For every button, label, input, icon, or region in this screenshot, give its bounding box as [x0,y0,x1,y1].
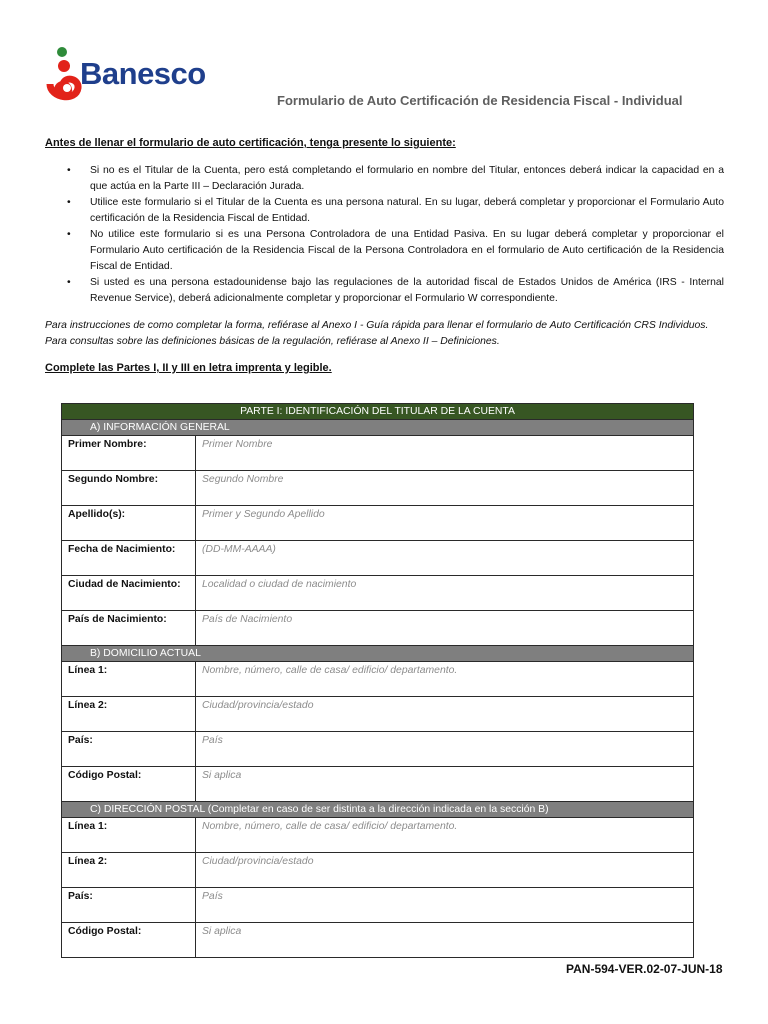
field-row [62,436,694,471]
banesco-logo-icon [46,44,82,108]
field-input[interactable]: Segundo Nombre [196,471,694,506]
bullet-icon: • [67,229,71,240]
field-input[interactable]: Si aplica [196,923,694,958]
instruction-text: Utilice este formulario si el Titular de la Cuenta es una persona natural. En su lugar, deberá completar y proporcionar el Formulario Auto certificación de la Residencia Fiscal de Entidad. [90,197,724,224]
field-label: Código Postal: [62,923,196,958]
section-title: B) DOMICILIO ACTUAL [62,646,694,662]
field-input[interactable]: Nombre, número, calle de casa/ edificio/ departamento. [196,818,694,853]
part-header-row [62,404,694,420]
identification-form [61,403,694,958]
instruction-item [61,275,724,307]
field-row [62,818,694,853]
field-label: Apellido(s): [62,506,196,541]
instruction-text: Si usted es una persona estadounidense bajo las regulaciones de la autoridad fiscal de Estados Unidos de América (IRS - Internal Revenue Service), deberá adicionalmente completar y proporcionar el Formulario W correspondiente. [90,277,724,304]
section-title: A) INFORMACIÓN GENERAL [62,420,694,436]
field-row [62,697,694,732]
complete-heading: Complete las Partes I, II y III en letra imprenta y legible. [45,362,332,374]
field-input[interactable]: País de Nacimiento [196,611,694,646]
field-label: Fecha de Nacimiento: [62,541,196,576]
field-label: País: [62,732,196,767]
bullet-icon: • [67,277,71,288]
instruction-text: Si no es el Titular de la Cuenta, pero está completando el formulario en nombre del Titular, entonces deberá indicar la capacidad en a que actúa en la Parte III – Declaración Jurada. [90,165,724,192]
field-label: Línea 2: [62,697,196,732]
logo-wordmark: Banesco [80,56,206,91]
field-row [62,662,694,697]
field-row [62,888,694,923]
field-input[interactable]: Primer Nombre [196,436,694,471]
intro-heading: Antes de llenar el formulario de auto certificación, tenga presente lo siguiente: [45,137,456,149]
field-row [62,853,694,888]
instructions-note: Para instrucciones de como completar la forma, refiérase al Anexo I - Guía rápida para llenar el formulario de Auto Certificación CRS Individuos. Para consultas sobre las definiciones básicas de la regulación, refiérase al Anexo II – Definiciones. [45,320,709,347]
part-title: PARTE I: IDENTIFICACIÓN DEL TITULAR DE LA CUENTA [62,404,694,420]
field-label: Línea 1: [62,662,196,697]
form-title: Formulario de Auto Certificación de Residencia Fiscal - Individual [277,93,683,108]
field-row [62,923,694,958]
field-row [62,471,694,506]
field-row [62,611,694,646]
bullet-icon: • [67,197,71,208]
document-code: PAN-594-VER.02-07-JUN-18 [566,962,723,976]
field-label: Ciudad de Nacimiento: [62,576,196,611]
section-title: C) DIRECCIÓN POSTAL (Completar en caso de ser distinta a la dirección indicada en la sección B) [62,802,694,818]
instruction-list [61,163,724,307]
banesco-logo [46,44,216,108]
field-input[interactable]: País [196,732,694,767]
field-input[interactable]: Ciudad/provincia/estado [196,853,694,888]
field-label: País de Nacimiento: [62,611,196,646]
field-label: Primer Nombre: [62,436,196,471]
field-row [62,576,694,611]
field-input[interactable]: Primer y Segundo Apellido [196,506,694,541]
field-label: Línea 1: [62,818,196,853]
field-row [62,541,694,576]
field-row [62,732,694,767]
field-row [62,767,694,802]
field-label: Segundo Nombre: [62,471,196,506]
field-label: Línea 2: [62,853,196,888]
field-row [62,506,694,541]
field-label: País: [62,888,196,923]
field-input[interactable]: Si aplica [196,767,694,802]
field-input[interactable]: País [196,888,694,923]
instruction-item [61,195,724,227]
field-input[interactable]: Ciudad/provincia/estado [196,697,694,732]
section-header-row [62,646,694,662]
field-input[interactable]: (DD-MM-AAAA) [196,541,694,576]
field-input[interactable]: Localidad o ciudad de nacimiento [196,576,694,611]
instruction-item [61,227,724,275]
instruction-item [61,163,724,195]
field-label: Código Postal: [62,767,196,802]
bullet-icon: • [67,165,71,176]
field-input[interactable]: Nombre, número, calle de casa/ edificio/ departamento. [196,662,694,697]
section-header-row [62,420,694,436]
instruction-text: No utilice este formulario si es una Persona Controladora de una Entidad Pasiva. En su lugar deberá completar y proporcionar el Formulario Auto certificación de la Residencia Fiscal de la Persona Controladora en el formulario de Auto certificación de la Residencia Fiscal de Entidad. [90,229,724,272]
section-header-row [62,802,694,818]
